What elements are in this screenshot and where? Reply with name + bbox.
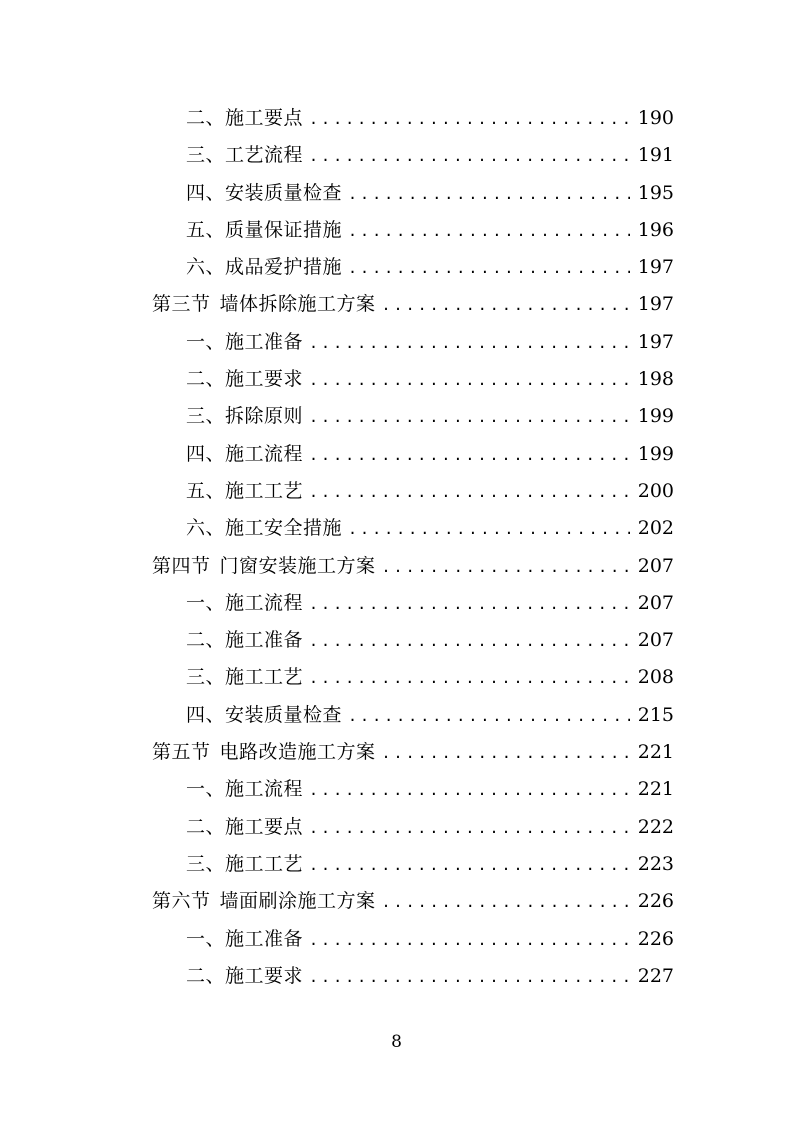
dot-leader	[309, 325, 630, 362]
toc-entry[interactable]	[152, 809, 674, 846]
toc-page-number: 207	[637, 554, 674, 577]
dot-leader	[348, 511, 630, 548]
toc-entry-label: 二、施工要求	[186, 964, 304, 987]
toc-section-entry[interactable]	[152, 548, 674, 585]
toc-entry-label: 六、施工安全措施	[186, 517, 343, 540]
toc-section-number: 第三节	[152, 293, 211, 316]
toc-entry-title	[186, 324, 303, 361]
dot-leader	[309, 101, 630, 138]
toc-section-number: 第五节	[152, 741, 211, 764]
toc-entry-title	[186, 622, 303, 659]
toc-entry-label: 五、质量保证措施	[186, 218, 343, 241]
toc-section-entry[interactable]	[152, 286, 674, 323]
toc-page-number: 215	[637, 703, 674, 726]
toc-page-number: 207	[637, 629, 674, 652]
toc-entry-label: 五、施工工艺	[186, 479, 304, 502]
dot-leader	[382, 549, 630, 586]
toc-entry-title	[186, 398, 303, 435]
dot-leader	[382, 735, 630, 772]
toc-entry[interactable]	[152, 100, 674, 137]
toc-section-entry[interactable]	[152, 883, 674, 920]
toc-entry-title	[186, 436, 303, 473]
toc-entry-label: 三、施工工艺	[186, 666, 304, 689]
toc-page-number: 222	[637, 815, 674, 838]
toc-entry-label: 二、施工准备	[186, 629, 304, 652]
toc-entry-title	[186, 249, 342, 286]
toc-entry-title	[186, 958, 303, 995]
toc-entry-title	[186, 771, 303, 808]
toc-page-number: 197	[637, 256, 674, 279]
toc-entry-label: 四、安装质量检查	[186, 703, 343, 726]
toc-entry[interactable]	[152, 659, 674, 696]
toc-section-entry[interactable]	[152, 734, 674, 771]
toc-entry-label: 电路改造施工方案	[219, 741, 376, 764]
dot-leader	[382, 287, 630, 324]
toc-entry-label: 一、施工流程	[186, 778, 304, 801]
toc-section-number: 第六节	[152, 890, 211, 913]
toc-entry[interactable]	[152, 585, 674, 622]
toc-page-number: 199	[637, 442, 674, 465]
toc-entry-label: 一、施工准备	[186, 330, 304, 353]
toc-entry-label: 二、施工要求	[186, 368, 304, 391]
toc-entry-title	[152, 548, 376, 585]
toc-entry[interactable]	[152, 622, 674, 659]
table-of-contents	[152, 100, 674, 995]
dot-leader	[309, 623, 630, 660]
toc-page-number: 223	[637, 852, 674, 875]
toc-page-number: 199	[637, 405, 674, 428]
dot-leader	[309, 660, 630, 697]
toc-entry-label: 二、施工要点	[186, 107, 304, 129]
toc-entry-title	[186, 697, 342, 734]
toc-page-number: 226	[637, 890, 674, 913]
dot-leader	[309, 772, 630, 809]
toc-entry-title	[186, 212, 342, 249]
toc-page-number: 190	[637, 107, 674, 129]
toc-entry-title	[186, 921, 303, 958]
dot-leader	[309, 847, 630, 884]
toc-entry-label: 三、施工工艺	[186, 852, 304, 875]
toc-page-number: 208	[637, 666, 674, 689]
toc-entry[interactable]	[152, 324, 674, 361]
dot-leader	[309, 437, 630, 474]
toc-entry-title	[186, 137, 303, 174]
toc-entry-title	[186, 659, 303, 696]
toc-entry-label: 墙面刷涂施工方案	[219, 890, 376, 913]
toc-page-number: 207	[637, 591, 674, 614]
dot-leader	[309, 474, 630, 511]
toc-entry-label: 门窗安装施工方案	[219, 554, 376, 577]
toc-entry-title	[186, 175, 342, 212]
toc-entry-title	[152, 883, 376, 920]
toc-entry-label: 一、施工准备	[186, 927, 304, 950]
toc-page-number: 221	[637, 778, 674, 801]
dot-leader	[309, 362, 630, 399]
toc-page-number: 196	[637, 218, 674, 241]
toc-page-number: 197	[637, 293, 674, 316]
dot-leader	[309, 922, 630, 959]
page-number: 8	[391, 1032, 402, 1052]
dot-leader	[348, 250, 630, 287]
toc-entry-label: 一、施工流程	[186, 591, 304, 614]
toc-page-number: 226	[637, 927, 674, 950]
toc-entry[interactable]	[152, 137, 674, 174]
toc-entry-title	[186, 361, 303, 398]
dot-leader	[382, 884, 630, 921]
toc-entry[interactable]	[152, 846, 674, 883]
toc-page-number: 191	[637, 144, 674, 167]
toc-entry-title	[186, 510, 342, 547]
dot-leader	[309, 399, 630, 436]
toc-entry[interactable]	[152, 249, 674, 286]
toc-entry-label: 六、成品爱护措施	[186, 256, 343, 279]
toc-entry-title	[186, 100, 303, 137]
toc-entry[interactable]	[152, 771, 674, 808]
toc-entry[interactable]	[152, 175, 674, 212]
dot-leader	[309, 810, 630, 847]
dot-leader	[309, 138, 630, 175]
toc-entry[interactable]	[152, 697, 674, 734]
toc-page-number: 227	[637, 964, 674, 987]
toc-page-number: 221	[637, 741, 674, 764]
toc-page-number: 195	[637, 181, 674, 204]
toc-entry-title	[186, 846, 303, 883]
toc-page-number: 197	[637, 330, 674, 353]
toc-entry[interactable]	[152, 958, 674, 995]
toc-entry[interactable]	[152, 473, 674, 510]
dot-leader	[348, 698, 630, 735]
dot-leader	[309, 959, 630, 996]
toc-page-number: 200	[637, 479, 674, 502]
toc-entry[interactable]	[152, 361, 674, 398]
toc-entry-title	[186, 473, 303, 510]
toc-entry[interactable]	[152, 436, 674, 473]
toc-page-number: 202	[637, 517, 674, 540]
toc-entry-title	[186, 585, 303, 622]
toc-entry-title	[152, 286, 376, 323]
toc-entry-label: 三、工艺流程	[186, 144, 304, 167]
toc-entry-title	[152, 734, 376, 771]
toc-entry[interactable]	[152, 921, 674, 958]
toc-entry-label: 三、拆除原则	[186, 405, 304, 428]
toc-entry-label: 墙体拆除施工方案	[219, 293, 376, 316]
toc-entry-label: 四、安装质量检查	[186, 181, 343, 204]
toc-entry[interactable]	[152, 212, 674, 249]
toc-entry[interactable]	[152, 510, 674, 547]
toc-page-number: 198	[637, 368, 674, 391]
toc-entry-label: 二、施工要点	[186, 815, 304, 838]
toc-entry[interactable]	[152, 398, 674, 435]
dot-leader	[348, 176, 630, 213]
toc-section-number: 第四节	[152, 554, 211, 577]
toc-entry-title	[186, 809, 303, 846]
dot-leader	[309, 586, 630, 623]
dot-leader	[348, 213, 630, 250]
toc-entry-label: 四、施工流程	[186, 442, 304, 465]
